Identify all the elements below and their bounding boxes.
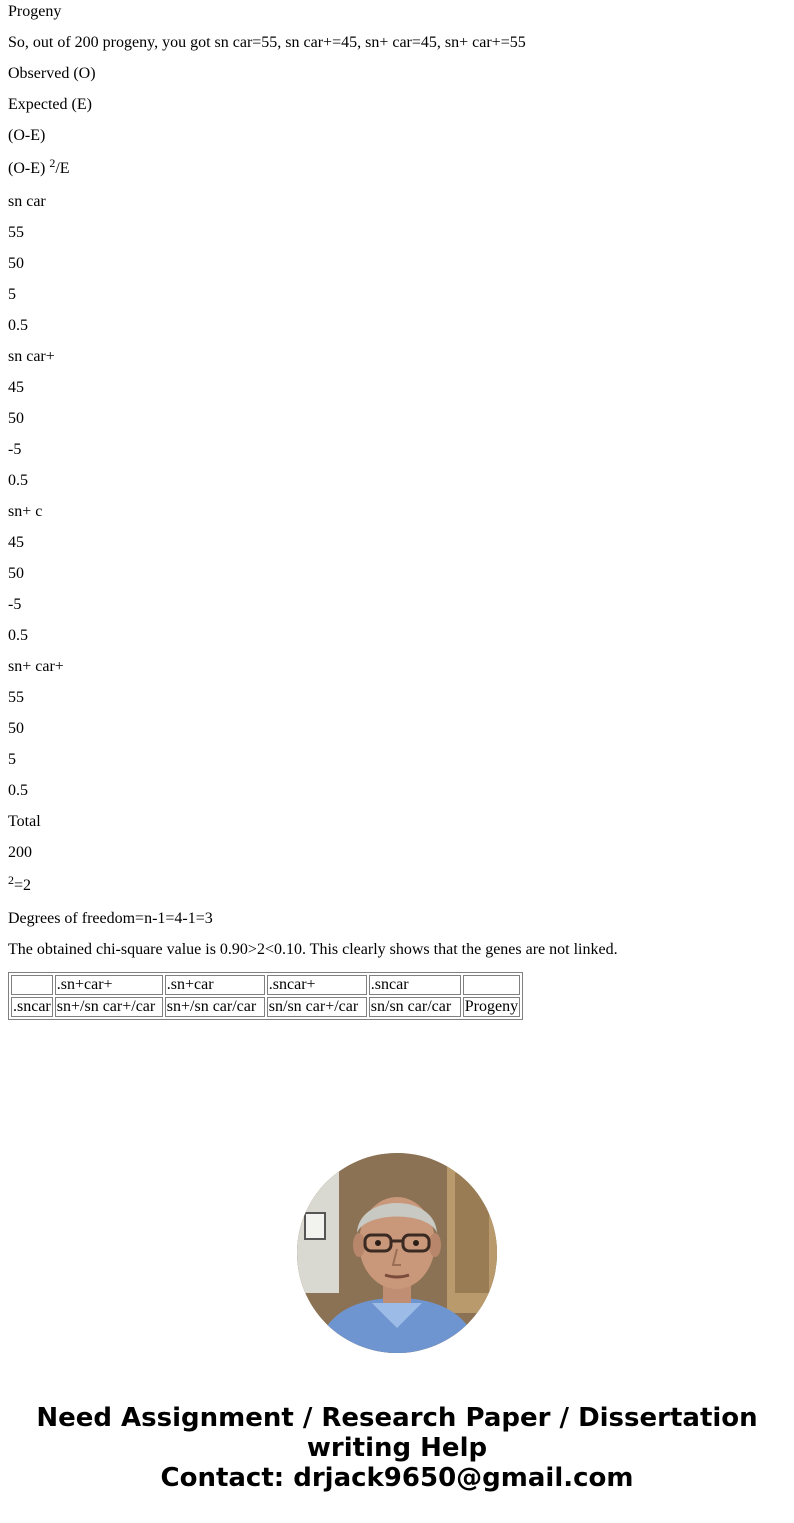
text-line: -5 — [8, 596, 22, 613]
text-line: 0.5 — [8, 782, 28, 799]
text-line: sn car+ — [8, 348, 55, 365]
table-cell: .sn+car — [165, 975, 265, 995]
promo-line: writing Help — [306, 1433, 488, 1463]
text-line: 50 — [8, 410, 24, 427]
table-cell — [11, 975, 53, 995]
table-cell: Progeny — [464, 998, 519, 1015]
text-line: 55 — [8, 224, 24, 241]
text-line: 5 — [8, 751, 16, 768]
promo-contact: Contact: drjack9650@gmail.com — [160, 1463, 634, 1493]
oe-prefix: (O-E) — [8, 160, 50, 177]
text-line: Progeny — [8, 3, 62, 20]
text-line: sn car — [8, 193, 46, 210]
text-line: Total — [8, 813, 41, 830]
text-line: (O-E) — [8, 127, 46, 144]
table-cell: .sncar — [369, 975, 461, 995]
table-cell: sn/sn car+/car — [267, 997, 367, 1017]
text-line: 50 — [8, 255, 24, 272]
oe-squared-line — [8, 155, 786, 190]
text-line: 200 — [8, 844, 32, 861]
table-cell — [463, 975, 520, 995]
text-line: 50 — [8, 720, 24, 737]
text-line: -5 — [8, 441, 22, 458]
text-line: 5 — [8, 286, 16, 303]
chi-suffix: =2 — [14, 877, 32, 894]
text-line: The obtained chi-square value is 0.90>2<0.10. This clearly shows that the genes are not linked. — [8, 941, 618, 958]
table-row — [11, 975, 520, 995]
table-cell: .sncar+ — [267, 975, 367, 995]
text-line: 0.5 — [8, 627, 28, 644]
text-line: 50 — [8, 565, 24, 582]
avatar — [297, 1153, 497, 1353]
text-line: sn+ car+ — [8, 658, 64, 675]
table-cell: sn/sn car/car — [369, 997, 461, 1017]
oe-exponent: 2 — [49, 156, 56, 170]
text-line: 45 — [8, 534, 24, 551]
text-line: sn+ c — [8, 503, 43, 520]
text-line: Degrees of freedom=n-1=4-1=3 — [8, 910, 213, 927]
table-cell: sn+/sn car/car — [165, 997, 265, 1017]
avatar-portrait — [297, 1153, 497, 1353]
table-row — [11, 997, 520, 1017]
text-line: Observed (O) — [8, 65, 96, 82]
oe-suffix: /E — [55, 160, 70, 177]
text-line: 45 — [8, 379, 24, 396]
text-line: Expected (E) — [8, 96, 92, 113]
text-line: 0.5 — [8, 317, 28, 334]
table-cell: .sncar — [13, 998, 51, 1015]
text-line: So, out of 200 progeny, you got sn car=55, sn car+=45, sn+ car=45, sn+ car+=55 — [8, 34, 526, 51]
cross-table — [8, 972, 523, 1020]
promo-line: Need Assignment / Research Paper / Dissertation — [36, 1403, 758, 1433]
table-cell: .sn+car+ — [55, 975, 163, 995]
table-cell: sn+/sn car+/car — [55, 997, 163, 1017]
text-line: 55 — [8, 689, 24, 706]
text-line: 0.5 — [8, 472, 28, 489]
chi-exponent: 2 — [8, 873, 14, 887]
promo-banner — [0, 1403, 794, 1493]
chi-square-line — [8, 872, 786, 907]
